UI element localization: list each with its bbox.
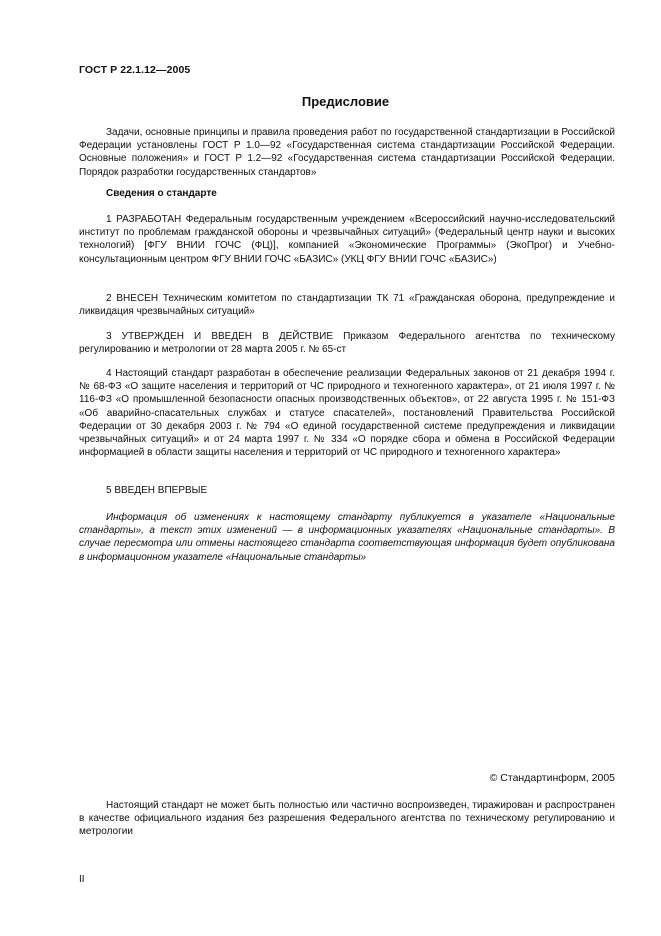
intro-paragraph: Задачи, основные принципы и правила проведения работ по государственной стандартизации в Российской Федерации установлены ГОСТ Р 1.0—92 «Государственная система стандартизации Российской Федерации. Основные положения» и ГОСТ Р 1.2—92 «Государственная система стандартизации Российской Федерации. Порядок разработки государственных стандартов» — [79, 127, 615, 178]
page-title — [0, 94, 661, 109]
item-1-developed: 1 РАЗРАБОТАН Федеральным государственным учреждением «Всероссийский научно-исследовательский институт по проблемам гражданской обороны и чрезвычайных ситуаций» (Федеральный центр науки и высоких технологий) [ФГУ ВНИИ ГОЧС (ФЦ)], компанией «Экономические Программы» (ЭкоПрог) и Учебно-консультационным центром ФГУ ВНИИ ГОЧС «БАЗИС» (УКЦ ФГУ ВНИИ ГОЧС «БАЗИС») — [79, 214, 615, 265]
copyright-line: © Стандартинформ, 2005 — [489, 772, 615, 784]
reproduction-notice: Настоящий стандарт не может быть полностью или частично воспроизведен, тиражирован и распространен в качестве официального издания без разрешения Федерального агентства по техническому регулированию и метрологии — [79, 800, 615, 838]
item-3-approved: 3 УТВЕРЖДЕН И ВВЕДЕН В ДЕЙСТВИЕ Приказом Федерального агентства по техническому регулированию и метрологии от 28 марта 2005 г. № 65-ст — [79, 331, 615, 356]
page-title-text: Предисловие — [301, 94, 390, 109]
page-number: II — [79, 874, 85, 885]
item-4-legal-basis: 4 Настоящий стандарт разработан в обеспечение реализации Федеральных законов от 21 декабря 1994 г. № 68-ФЗ «О защите населения и территорий от ЧС природного и техногенного характера», от 21 июля 1997 г. № 116-ФЗ «О промышленной безопасности опасных производственных объектов», от 22 августа 1995 г. № 151-ФЗ «Об аварийно-спасательных службах и статусе спасателей», постановлений Правительства Российской Федерации от 30 декабря 2003 г. № 794 «О единой государственной системе предупреждения и ликвидации чрезвычайных ситуаций» и от 24 марта 1997 г. № 334 «О порядке сбора и обмена в Российской Федерации информацией в области защиты населения и территорий от ЧС природного и техногенного характера» — [79, 368, 615, 459]
item-2-submitted: 2 ВНЕСЕН Техническим комитетом по стандартизации ТК 71 «Гражданская оборона, предупреждение и ликвидация чрезвычайных ситуаций» — [79, 293, 615, 318]
item-5-first-introduced: 5 ВВЕДЕН ВПЕРВЫЕ — [106, 485, 208, 496]
info-heading: Сведения о стандарте — [106, 188, 217, 199]
document-code-header: ГОСТ Р 22.1.12—2005 — [79, 64, 191, 76]
changes-notice: Информация об изменениях к настоящему стандарту публикуется в указателе «Национальные стандарты», а текст этих изменений — в информационных указателях «Национальные стандарты». В случае пересмотра или отмены настоящего стандарта соответствующая информация будет опубликована в информационном указателе «Национальные стандарты» — [79, 512, 615, 563]
